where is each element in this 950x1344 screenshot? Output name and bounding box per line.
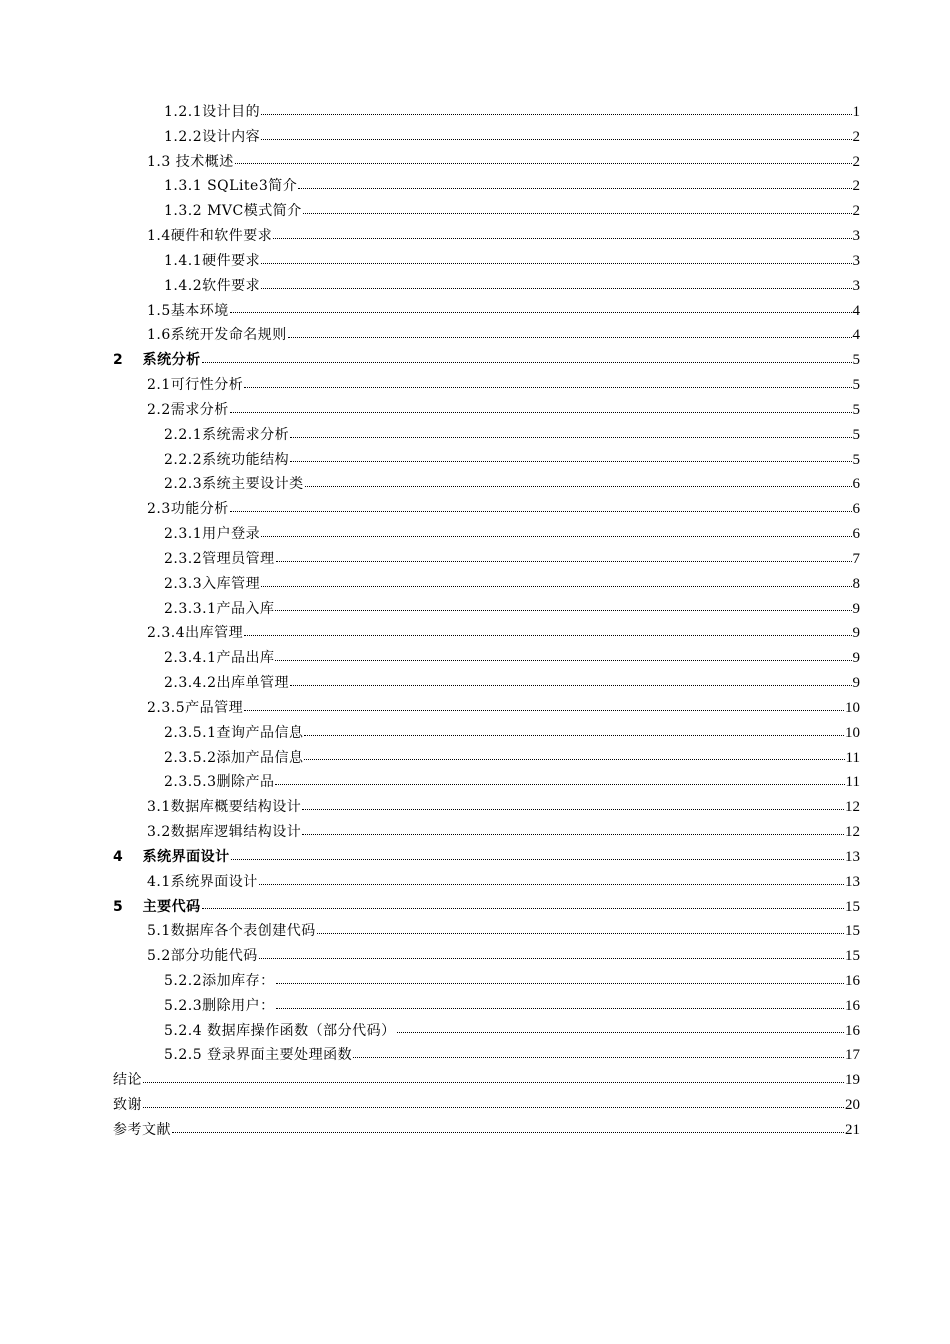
- toc-page-number: 9: [852, 675, 860, 692]
- toc-page-number: 15: [845, 898, 860, 915]
- toc-entry-title: 5.1数据库各个表创建代码: [147, 923, 316, 940]
- toc-entry-title: 结论: [113, 1072, 142, 1089]
- toc-dot-leader: [305, 486, 852, 487]
- toc-entry-title: 致谢: [113, 1097, 142, 1114]
- toc-entry-title: 2.3.1用户登录: [164, 526, 261, 543]
- toc-page-number: 5: [852, 377, 860, 394]
- toc-entry-title: 参考文献: [113, 1121, 171, 1138]
- toc-dot-leader: [261, 114, 851, 115]
- toc-entry-title: 2.2.1系统需求分析: [164, 426, 290, 443]
- toc-dot-leader: [317, 933, 844, 934]
- toc-dot-leader: [273, 238, 851, 239]
- toc-dot-leader: [261, 288, 851, 289]
- toc-entry[interactable]: [113, 895, 860, 920]
- toc-entry-title: 1.3.1 SQLite3简介: [164, 178, 298, 195]
- toc-dot-leader: [298, 188, 851, 189]
- toc-page-number: 11: [845, 774, 860, 791]
- toc-entry[interactable]: [113, 671, 860, 696]
- toc-entry[interactable]: [113, 299, 860, 324]
- toc-dot-leader: [290, 437, 851, 438]
- toc-page-number: 15: [845, 923, 860, 940]
- toc-entry[interactable]: [113, 919, 860, 944]
- toc-dot-leader: [244, 387, 851, 388]
- toc-entry-title: 4 系统界面设计: [113, 848, 230, 865]
- toc-dot-leader: [230, 511, 852, 512]
- toc-dot-leader: [202, 908, 844, 909]
- toc-entry[interactable]: [113, 1019, 860, 1044]
- toc-entry[interactable]: [113, 795, 860, 820]
- toc-entry[interactable]: [113, 373, 860, 398]
- toc-entry[interactable]: [113, 770, 860, 795]
- toc-page-number: 2: [852, 153, 860, 170]
- toc-dot-leader: [288, 337, 852, 338]
- toc-dot-leader: [302, 809, 844, 810]
- toc-entry[interactable]: [113, 597, 860, 622]
- toc-page-number: 2: [852, 203, 860, 220]
- toc-entry[interactable]: [113, 125, 860, 150]
- toc-entry-title: 2 系统分析: [113, 352, 201, 369]
- toc-dot-leader: [304, 735, 844, 736]
- toc-entry[interactable]: [113, 1068, 860, 1093]
- toc-page-number: 6: [852, 501, 860, 518]
- toc-page-number: 16: [845, 972, 860, 989]
- toc-entry[interactable]: [113, 423, 860, 448]
- toc-entry[interactable]: [113, 621, 860, 646]
- toc-page-number: 5: [852, 401, 860, 418]
- toc-entry[interactable]: [113, 721, 860, 746]
- toc-entry-title: 2.3.2管理员管理: [164, 550, 275, 567]
- toc-entry[interactable]: [113, 1118, 860, 1143]
- toc-dot-leader: [143, 1082, 844, 1083]
- toc-entry[interactable]: [113, 994, 860, 1019]
- toc-entry[interactable]: [113, 969, 860, 994]
- toc-entry-title: 1.2.2设计内容: [164, 128, 261, 145]
- toc-page-number: 20: [845, 1097, 860, 1114]
- toc-dot-leader: [302, 834, 844, 835]
- toc-page-number: 10: [845, 699, 860, 716]
- toc-dot-leader: [244, 635, 851, 636]
- toc-page-number: 10: [845, 724, 860, 741]
- toc-entry-title: 1.4.1硬件要求: [164, 252, 261, 269]
- toc-page-number: 13: [845, 848, 860, 865]
- toc-dot-leader: [230, 412, 852, 413]
- toc-page-number: 4: [852, 327, 860, 344]
- toc-dot-leader: [230, 312, 852, 313]
- toc-entry-title: 2.3.4出库管理: [147, 625, 244, 642]
- toc-entry-title: 1.4.2软件要求: [164, 277, 261, 294]
- toc-entry-title: 5.2.4 数据库操作函数（部分代码）: [164, 1022, 396, 1039]
- toc-entry[interactable]: [113, 870, 860, 895]
- toc-entry-title: 2.1可行性分析: [147, 377, 244, 394]
- toc-entry-title: 3.2数据库逻辑结构设计: [147, 824, 302, 841]
- toc-entry[interactable]: [113, 522, 860, 547]
- table-of-contents: [113, 100, 860, 1143]
- toc-dot-leader: [290, 685, 852, 686]
- toc-entry[interactable]: [113, 100, 860, 125]
- toc-page-number: 11: [845, 749, 860, 766]
- toc-page-number: 13: [845, 873, 860, 890]
- toc-page-number: 2: [852, 128, 860, 145]
- toc-page-number: 8: [852, 575, 860, 592]
- toc-dot-leader: [290, 461, 851, 462]
- toc-entry-title: 2.3.5.1查询产品信息: [164, 724, 304, 741]
- toc-page-number: 6: [852, 526, 860, 543]
- toc-page-number: 9: [852, 600, 860, 617]
- toc-dot-leader: [143, 1107, 844, 1108]
- toc-page-number: 3: [852, 252, 860, 269]
- toc-entry-title: 5.2.3删除用户：: [164, 997, 275, 1014]
- toc-entry-title: 1.5基本环境: [147, 302, 229, 319]
- toc-dot-leader: [275, 610, 851, 611]
- toc-entry[interactable]: [113, 150, 860, 175]
- toc-entry[interactable]: [113, 944, 860, 969]
- toc-page-number: 1: [852, 104, 860, 120]
- toc-page-number: 17: [845, 1047, 860, 1064]
- toc-dot-leader: [235, 163, 852, 164]
- toc-page-number: 5: [852, 426, 860, 443]
- toc-entry-title: 2.3.5.3删除产品: [164, 774, 275, 791]
- toc-entry-title: 1.4硬件和软件要求: [147, 228, 273, 245]
- toc-entry-title: 5 主要代码: [113, 898, 201, 915]
- toc-entry-title: 1.3.2 MVC模式简介: [164, 203, 302, 220]
- toc-page-number: 16: [845, 1022, 860, 1039]
- toc-entry[interactable]: [113, 820, 860, 845]
- toc-dot-leader: [276, 983, 844, 984]
- toc-dot-leader: [261, 536, 851, 537]
- toc-page-number: 9: [852, 650, 860, 667]
- toc-entry-title: 5.2.5 登录界面主要处理函数: [164, 1047, 353, 1064]
- toc-entry-title: 2.3.5.2添加产品信息: [164, 749, 304, 766]
- toc-entry-title: 2.3.3入库管理: [164, 575, 261, 592]
- toc-dot-leader: [397, 1032, 844, 1033]
- toc-page-number: 6: [852, 476, 860, 493]
- toc-page-number: 19: [845, 1072, 860, 1089]
- toc-entry[interactable]: [113, 572, 860, 597]
- toc-entry[interactable]: [113, 398, 860, 423]
- toc-page-number: 21: [845, 1121, 860, 1138]
- toc-dot-leader: [261, 586, 851, 587]
- toc-entry-title: 5.2.2添加库存：: [164, 972, 275, 989]
- toc-page-number: 15: [845, 948, 860, 965]
- toc-dot-leader: [231, 859, 844, 860]
- toc-entry-title: 2.2需求分析: [147, 401, 229, 418]
- toc-entry[interactable]: [113, 448, 860, 473]
- toc-entry[interactable]: [113, 348, 860, 373]
- toc-entry[interactable]: [113, 274, 860, 299]
- toc-page-number: 3: [852, 228, 860, 245]
- toc-entry[interactable]: [113, 646, 860, 671]
- toc-dot-leader: [276, 561, 852, 562]
- toc-entry-title: 2.3功能分析: [147, 501, 229, 518]
- toc-dot-leader: [259, 958, 844, 959]
- toc-entry[interactable]: [113, 746, 860, 771]
- toc-page-number: 3: [852, 277, 860, 294]
- toc-page-number: 2: [852, 178, 860, 195]
- toc-dot-leader: [276, 1008, 844, 1009]
- toc-entry-title: 2.2.3系统主要设计类: [164, 476, 304, 493]
- toc-entry[interactable]: [113, 174, 860, 199]
- toc-dot-leader: [172, 1132, 844, 1133]
- toc-dot-leader: [275, 784, 844, 785]
- toc-entry-title: 2.3.5产品管理: [147, 699, 244, 716]
- toc-dot-leader: [244, 710, 844, 711]
- toc-entry[interactable]: [113, 497, 860, 522]
- toc-page-number: 4: [852, 302, 860, 319]
- toc-page-number: 16: [845, 997, 860, 1014]
- toc-entry-title: 5.2部分功能代码: [147, 948, 258, 965]
- toc-entry[interactable]: [113, 696, 860, 721]
- toc-entry[interactable]: [113, 547, 860, 572]
- toc-entry-title: 2.2.2系统功能结构: [164, 451, 290, 468]
- toc-dot-leader: [261, 263, 851, 264]
- toc-dot-leader: [303, 213, 852, 214]
- toc-dot-leader: [304, 759, 844, 760]
- toc-entry[interactable]: [113, 1043, 860, 1068]
- toc-dot-leader: [261, 139, 851, 140]
- toc-entry[interactable]: [113, 323, 860, 348]
- toc-entry-title: 1.2.1设计目的: [164, 104, 261, 120]
- toc-entry[interactable]: [113, 472, 860, 497]
- toc-entry-title: 2.3.4.2出库单管理: [164, 675, 289, 692]
- toc-entry-title: 3.1数据库概要结构设计: [147, 799, 302, 816]
- toc-entry[interactable]: [113, 249, 860, 274]
- toc-dot-leader: [353, 1057, 844, 1058]
- toc-entry[interactable]: [113, 1093, 860, 1118]
- toc-page-number: 12: [845, 824, 860, 841]
- toc-dot-leader: [259, 884, 844, 885]
- toc-page-number: 9: [852, 625, 860, 642]
- toc-dot-leader: [275, 660, 851, 661]
- toc-entry[interactable]: [113, 224, 860, 249]
- toc-page-number: 12: [845, 799, 860, 816]
- toc-entry-title: 1.6系统开发命名规则: [147, 327, 287, 344]
- toc-dot-leader: [202, 362, 852, 363]
- toc-entry[interactable]: [113, 845, 860, 870]
- toc-page-number: 5: [852, 451, 860, 468]
- toc-entry-title: 2.3.4.1产品出库: [164, 650, 275, 667]
- toc-page-number: 5: [852, 352, 860, 369]
- toc-entry-title: 1.3 技术概述: [147, 153, 234, 170]
- toc-entry[interactable]: [113, 199, 860, 224]
- toc-page-number: 7: [852, 550, 860, 567]
- toc-entry-title: 2.3.3.1产品入库: [164, 600, 275, 617]
- toc-entry-title: 4.1系统界面设计: [147, 873, 258, 890]
